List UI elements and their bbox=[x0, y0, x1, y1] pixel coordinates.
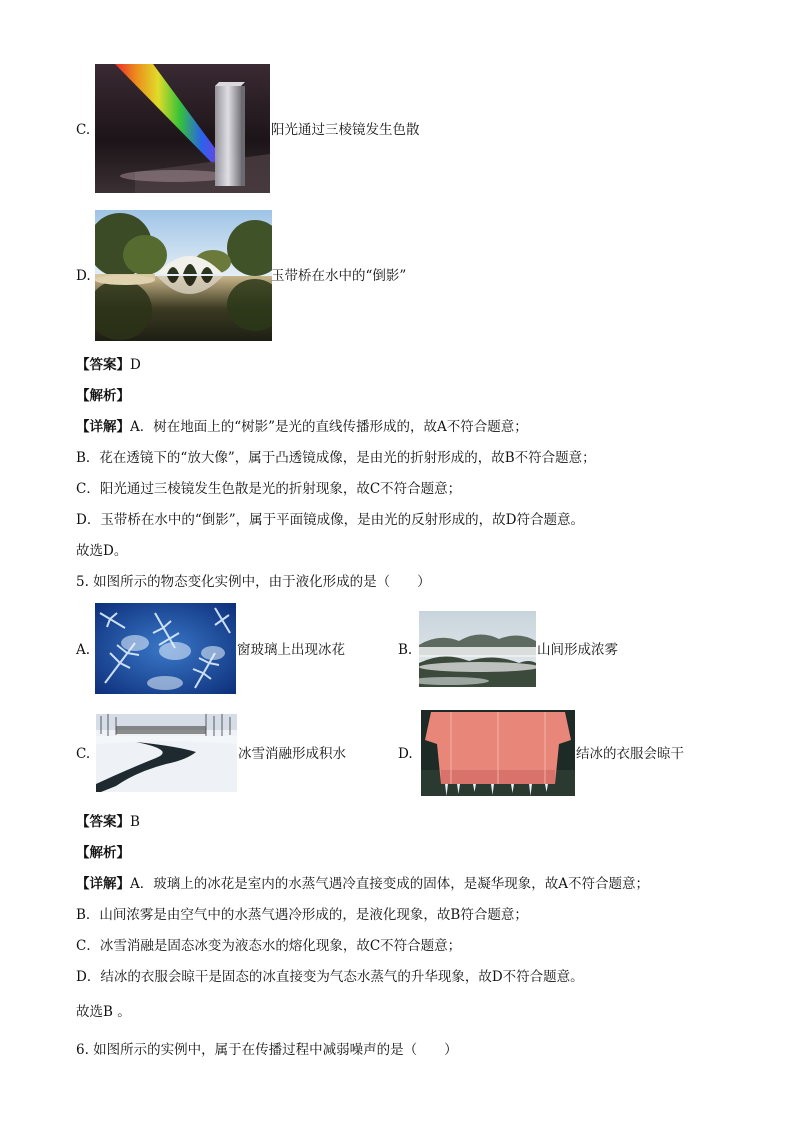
q4-analysis-label: 【解析】 bbox=[76, 388, 130, 404]
option-c-letter: C. bbox=[76, 122, 91, 138]
q5-detail-d: D．结冰的衣服会晾干是固态的冰直接变为气态水蒸气的升华现象，故D不符合题意。 bbox=[76, 969, 584, 985]
detail-label: 【详解】 bbox=[76, 876, 130, 892]
q5-option-a-letter: A. bbox=[76, 642, 91, 658]
detail-text: A．玻璃上的冰花是室内的水蒸气遇冷直接变成的固体，是凝华现象，故A不符合题意； bbox=[130, 876, 649, 892]
q5-conclusion: 故选B 。 bbox=[76, 1004, 131, 1020]
detail-text: A．树在地面上的“树影”是光的直线传播形成的，故A不符合题意； bbox=[130, 419, 528, 435]
q5-option-d-caption: 结冰的衣服会晾干 bbox=[576, 746, 684, 762]
answer-value: D bbox=[130, 357, 141, 373]
answer-value: B bbox=[130, 814, 140, 830]
option-d-caption: 玉带桥在水中的“倒影” bbox=[271, 268, 407, 284]
bridge-reflection-image bbox=[95, 210, 272, 341]
melting-snow-image bbox=[96, 714, 237, 792]
q5-option-c-caption: 冰雪消融形成积水 bbox=[238, 746, 346, 762]
frost-window-image bbox=[95, 603, 236, 694]
frozen-clothes-image bbox=[421, 710, 575, 796]
q6-stem: 6. 如图所示的实例中，属于在传播过程中减弱噪声的是（ ） bbox=[76, 1042, 458, 1058]
answer-label: 【答案】 bbox=[76, 814, 130, 830]
mountain-fog-image bbox=[419, 611, 536, 687]
q5-stem: 5. 如图所示的物态变化实例中，由于液化形成的是（ ） bbox=[76, 574, 431, 590]
q5-option-d-letter: D. bbox=[398, 746, 413, 762]
option-d-letter: D. bbox=[76, 268, 91, 284]
q5-analysis-label: 【解析】 bbox=[76, 845, 130, 861]
q4-detail-d: D．玉带桥在水中的“倒影”，属于平面镜成像，是由光的反射形成的，故D符合题意。 bbox=[76, 512, 584, 528]
q4-detail-a bbox=[76, 418, 528, 436]
q5-option-c-letter: C. bbox=[76, 746, 91, 762]
q4-answer-line bbox=[76, 356, 141, 374]
detail-label: 【详解】 bbox=[76, 419, 130, 435]
q5-answer-line bbox=[76, 813, 140, 831]
q5-option-b-caption: 山间形成浓雾 bbox=[537, 642, 618, 658]
q5-option-b-letter: B. bbox=[398, 642, 413, 658]
q5-option-a-caption: 窗玻璃上出现冰花 bbox=[237, 642, 345, 658]
q4-conclusion: 故选D。 bbox=[76, 543, 128, 559]
prism-dispersion-image bbox=[95, 64, 270, 193]
option-c-caption: 阳光通过三棱镜发生色散 bbox=[271, 122, 420, 138]
answer-label: 【答案】 bbox=[76, 357, 130, 373]
q4-detail-b: B．花在透镜下的“放大像”，属于凸透镜成像，是由光的折射形成的，故B不符合题意； bbox=[76, 450, 596, 466]
q5-detail-b: B．山间浓雾是由空气中的水蒸气遇冷形成的，是液化现象，故B符合题意； bbox=[76, 907, 528, 923]
q5-detail-a bbox=[76, 875, 649, 893]
q4-detail-c: C．阳光通过三棱镜发生色散是光的折射现象，故C不符合题意； bbox=[76, 481, 462, 497]
q5-detail-c: C．冰雪消融是固态冰变为液态水的熔化现象，故C不符合题意； bbox=[76, 938, 462, 954]
